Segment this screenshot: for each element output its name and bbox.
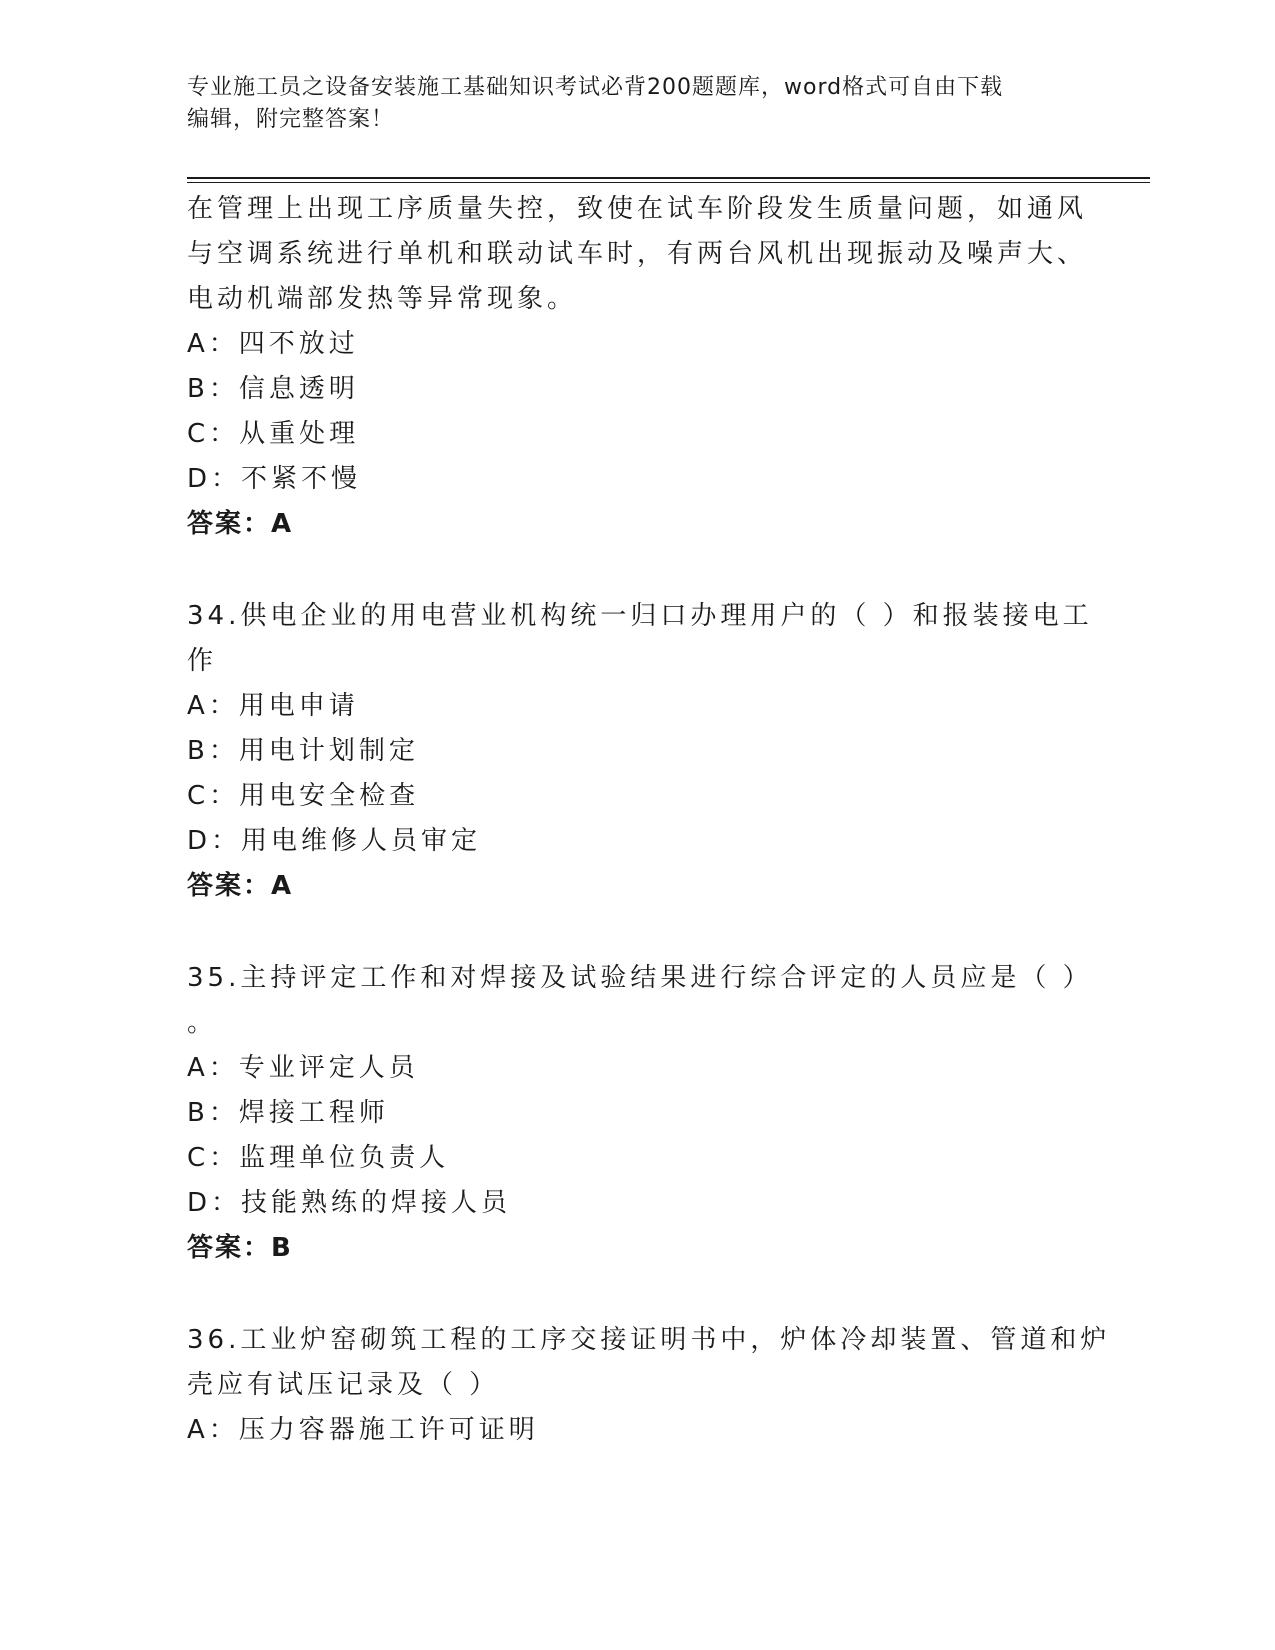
answer: 答案：A	[187, 871, 294, 901]
header-line-2: 编辑，附完整答案！	[187, 107, 395, 132]
option-c: C：用电安全检查	[187, 781, 420, 811]
question-text-line: 壳应有试压记录及（ ）	[187, 1370, 500, 1400]
document-header	[187, 72, 1087, 136]
option-a: A：四不放过	[187, 329, 359, 359]
question-36	[187, 1318, 1111, 1453]
question-33	[187, 187, 1088, 547]
answer: 答案：A	[187, 509, 294, 539]
header-rule-thin	[187, 182, 1150, 183]
option-c: C：从重处理	[187, 419, 360, 449]
option-c: C：监理单位负责人	[187, 1143, 450, 1173]
answer: 答案：B	[187, 1233, 293, 1263]
option-d: D：技能熟练的焊接人员	[187, 1188, 512, 1218]
question-list	[187, 187, 1111, 1453]
option-b: B：信息透明	[187, 374, 359, 404]
question-text-line: 与空调系统进行单机和联动试车时，有两台风机出现振动及噪声大、	[187, 239, 1088, 269]
question-text-line: 在管理上出现工序质量失控，致使在试车阶段发生质量问题，如通风	[187, 194, 1088, 224]
option-a: A：用电申请	[187, 691, 359, 721]
header-rule-thick	[187, 177, 1150, 179]
question-text-line: 。	[187, 1008, 218, 1038]
question-text-line: 电动机端部发热等异常现象。	[187, 284, 578, 314]
question-text-line: 36.工业炉窑砌筑工程的工序交接证明书中，炉体冷却装置、管道和炉	[187, 1325, 1111, 1355]
header-line-1: 专业施工员之设备安装施工基础知识考试必背200题题库，word格式可自由下载	[187, 75, 1004, 100]
option-a: A：专业评定人员	[187, 1053, 419, 1083]
option-d: D：用电维修人员审定	[187, 826, 482, 856]
question-35	[187, 956, 1093, 1271]
question-text-line: 35.主持评定工作和对焊接及试验结果进行综合评定的人员应是（ ）	[187, 963, 1093, 993]
option-d: D：不紧不慢	[187, 464, 362, 494]
question-text-line: 34.供电企业的用电营业机构统一归口办理用户的（ ）和报装接电工	[187, 601, 1093, 631]
question-text-line: 作	[187, 646, 218, 676]
option-b: B：用电计划制定	[187, 736, 419, 766]
option-a: A：压力容器施工许可证明	[187, 1415, 539, 1445]
option-b: B：焊接工程师	[187, 1098, 389, 1128]
question-34	[187, 594, 1093, 909]
